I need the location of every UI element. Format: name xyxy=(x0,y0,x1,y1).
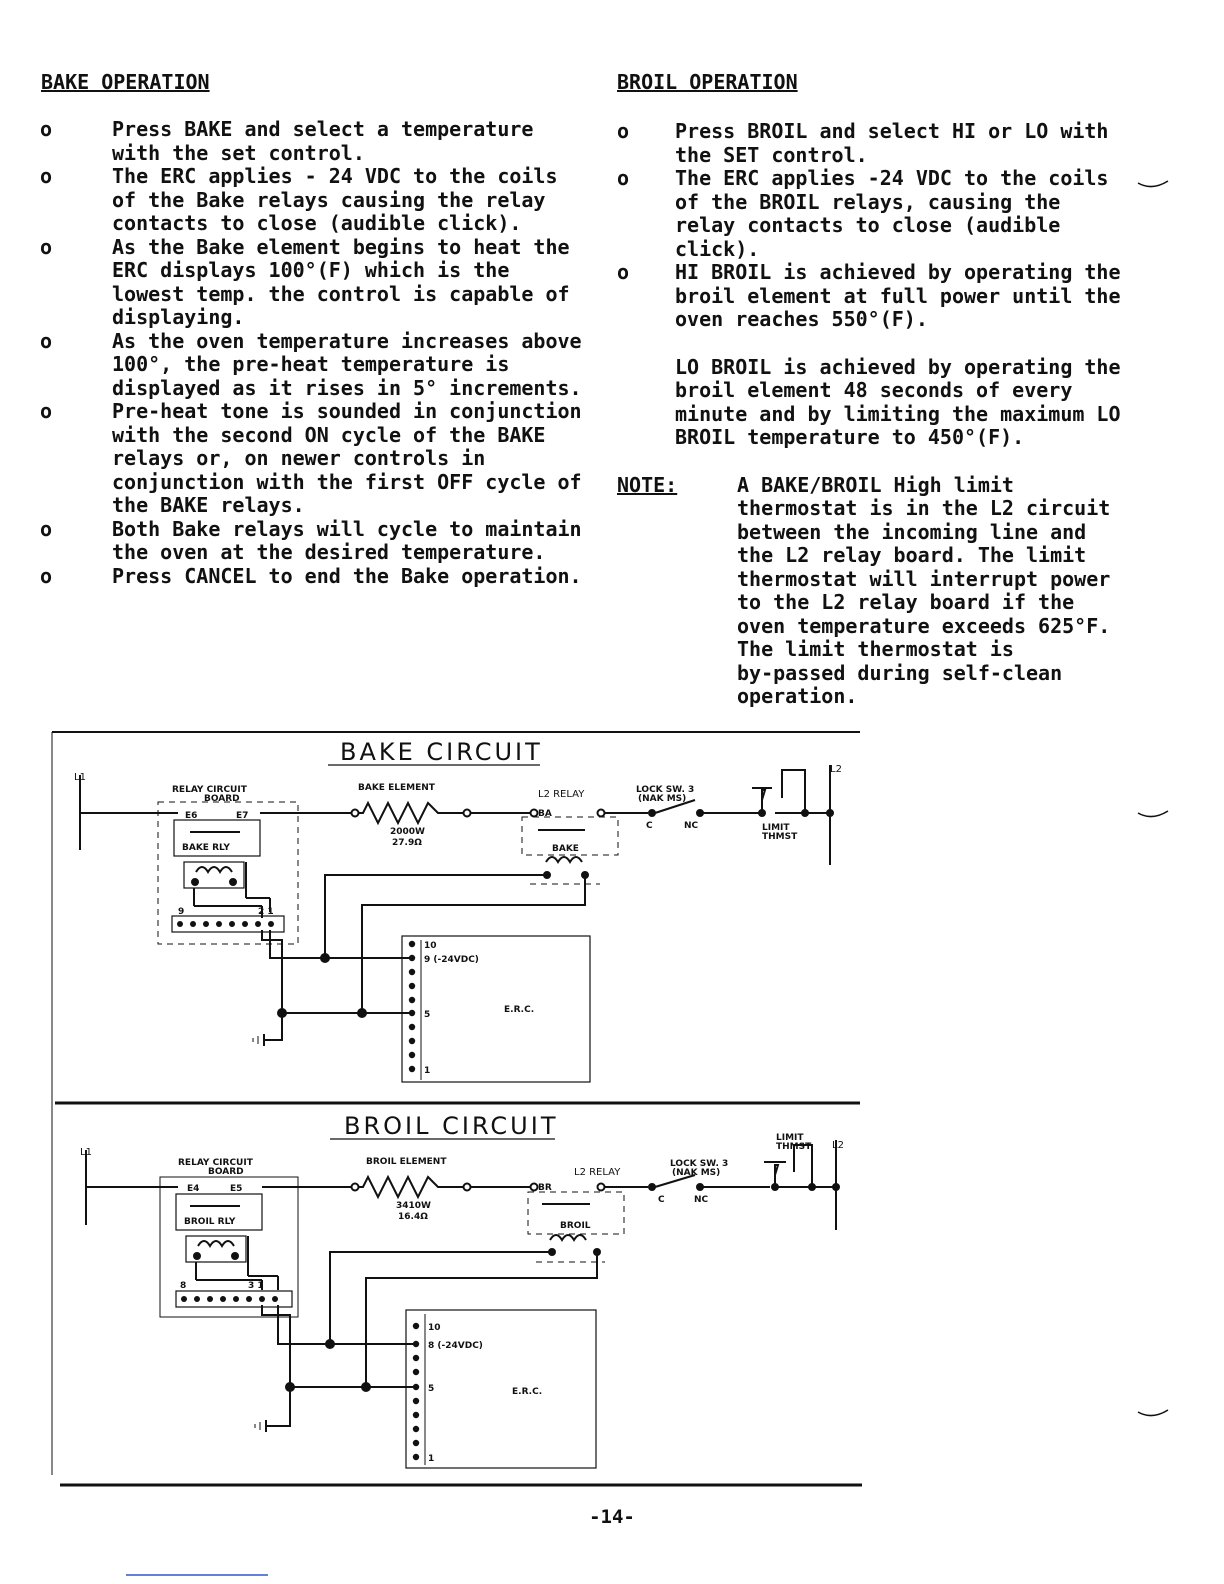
svg-text:9: 9 xyxy=(178,907,185,917)
svg-text:(NAK MS): (NAK MS) xyxy=(672,1168,721,1178)
svg-text:(NAK MS): (NAK MS) xyxy=(638,794,687,804)
svg-text:L2: L2 xyxy=(832,1140,844,1151)
list-item: o HI BROIL is achieved by operating the broil element at full power until the oven reaches 550°(F). xyxy=(617,260,1121,331)
note-label: NOTE: xyxy=(617,472,678,497)
svg-text:E4: E4 xyxy=(187,1184,200,1194)
svg-text:3 1: 3 1 xyxy=(248,1281,264,1291)
svg-text:THMST: THMST xyxy=(776,1142,812,1152)
lo-broil-paragraph: LO BROIL is achieved by operating the broil element 48 seconds of every minute and by limiting the maximum LO BROIL temperature to 450°(F). xyxy=(675,354,1121,449)
svg-text:BOARD: BOARD xyxy=(204,794,240,804)
list-item: o As the Bake element begins to heat the ERC displays 100°(F) which is the lowest temp. the control is capable of displaying. xyxy=(40,234,570,329)
svg-text:C: C xyxy=(646,821,653,831)
svg-text:9 (-24VDC): 9 (-24VDC) xyxy=(424,955,479,965)
svg-text:E6: E6 xyxy=(185,811,198,821)
svg-text:E.R.C.: E.R.C. xyxy=(512,1387,543,1397)
list-item: o Pre-heat tone is sounded in conjunction with the second ON cycle of the BAKE relays or, on newer controls in conjunction with the first OFF cycle of the BAKE relays. xyxy=(40,399,582,517)
svg-text:BROIL: BROIL xyxy=(560,1221,591,1231)
svg-text:LIMIT: LIMIT xyxy=(762,823,790,833)
list-item: o Both Bake relays will cycle to maintain the oven at the desired temperature. xyxy=(40,516,582,564)
svg-text:THMST: THMST xyxy=(762,832,798,842)
svg-text:LIMIT: LIMIT xyxy=(776,1133,804,1143)
list-item: o As the oven temperature increases above 100°, the pre-heat temperature is displayed as it rises in 5° increments. xyxy=(40,328,582,400)
svg-text:RELAY CIRCUIT: RELAY CIRCUIT xyxy=(178,1158,253,1168)
svg-text:L2 RELAY: L2 RELAY xyxy=(538,789,585,800)
svg-text:L1: L1 xyxy=(80,1147,92,1158)
svg-text:NC: NC xyxy=(694,1195,709,1205)
list-item: o Press BROIL and select HI or LO with the SET control. xyxy=(617,119,1109,167)
svg-text:L2 RELAY: L2 RELAY xyxy=(574,1167,621,1178)
svg-text:LOCK SW. 3: LOCK SW. 3 xyxy=(636,785,695,795)
svg-text:16.4Ω: 16.4Ω xyxy=(398,1212,428,1222)
svg-text:L2: L2 xyxy=(830,764,842,775)
svg-text:1: 1 xyxy=(424,1066,431,1076)
list-item: o Press BAKE and select a temperature with the set control. xyxy=(40,117,534,165)
list-item: o The ERC applies -24 VDC to the coils of the BROIL relays, causing the relay contacts to close (audible click). xyxy=(617,166,1109,261)
svg-text:E7: E7 xyxy=(236,811,249,821)
svg-text:5: 5 xyxy=(424,1010,431,1020)
broil-heading: BROIL OPERATION xyxy=(617,70,798,94)
svg-text:27.9Ω: 27.9Ω xyxy=(392,838,422,848)
svg-text:BAKE: BAKE xyxy=(552,844,579,854)
svg-text:NC: NC xyxy=(684,821,699,831)
svg-text:BOARD: BOARD xyxy=(208,1167,244,1177)
list-item: o The ERC applies - 24 VDC to the coils of the Bake relays causing the relay contacts to close (audible click). xyxy=(40,164,558,235)
svg-text:RELAY CIRCUIT: RELAY CIRCUIT xyxy=(172,785,247,795)
broil-circuit-title: BROIL CIRCUIT xyxy=(344,1112,559,1140)
svg-text:2 1: 2 1 xyxy=(258,907,274,917)
svg-text:C: C xyxy=(658,1195,665,1205)
svg-text:8 (-24VDC): 8 (-24VDC) xyxy=(428,1341,483,1351)
page-number: -14- xyxy=(589,1506,635,1528)
svg-text:5: 5 xyxy=(428,1384,435,1394)
svg-text:10: 10 xyxy=(428,1323,441,1333)
svg-text:BAKE ELEMENT: BAKE ELEMENT xyxy=(358,783,435,793)
svg-text:E.R.C.: E.R.C. xyxy=(504,1005,535,1015)
svg-text:L1: L1 xyxy=(74,772,86,783)
svg-text:10: 10 xyxy=(424,941,437,951)
svg-text:BA: BA xyxy=(538,809,552,819)
svg-text:BROIL ELEMENT: BROIL ELEMENT xyxy=(366,1157,447,1167)
list-item: o Press CANCEL to end the Bake operation. xyxy=(40,563,582,588)
svg-text:2000W: 2000W xyxy=(390,827,425,837)
broil-circuit xyxy=(80,1112,844,1468)
svg-text:E5: E5 xyxy=(230,1184,243,1194)
svg-text:BROIL RLY: BROIL RLY xyxy=(184,1217,236,1227)
svg-text:1: 1 xyxy=(428,1454,435,1464)
svg-text:8: 8 xyxy=(180,1281,187,1291)
bake-heading: BAKE OPERATION xyxy=(41,70,210,94)
bake-circuit-title: BAKE CIRCUIT xyxy=(340,738,543,766)
svg-text:BR: BR xyxy=(538,1183,552,1193)
note-text: A BAKE/BROIL High limit thermostat is in the L2 circuit between the incoming line and the L2 relay board. The limit thermostat will interrupt power to the L2 relay board if the oven temperature exceeds 625°F. The limit thermostat is by-passed during self-clean operation. xyxy=(737,472,1111,708)
bake-circuit xyxy=(74,738,842,1082)
svg-text:BAKE RLY: BAKE RLY xyxy=(182,843,230,853)
svg-text:3410W: 3410W xyxy=(396,1201,431,1211)
svg-text:LOCK SW. 3: LOCK SW. 3 xyxy=(670,1159,729,1169)
